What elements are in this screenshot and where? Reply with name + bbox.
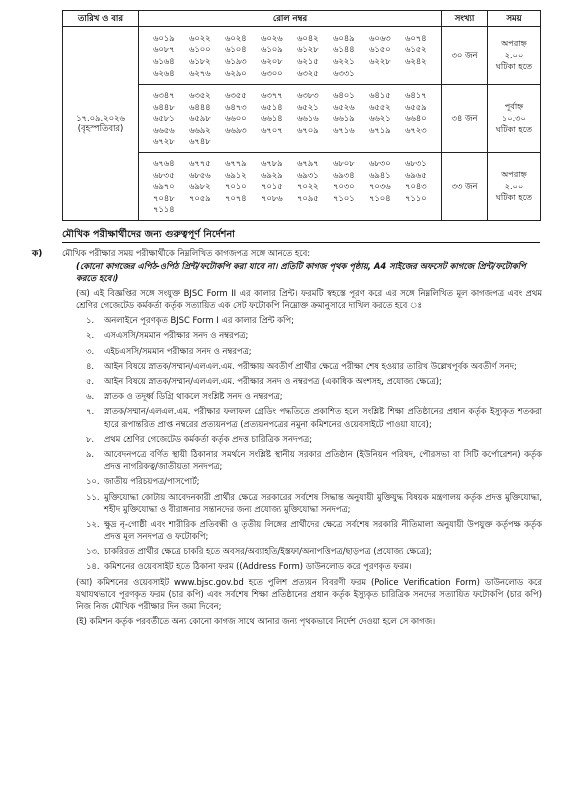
list-item-text: চাকরিরত প্রার্থীর ক্ষেত্রে চাকরি হতে অবসর/অব্যাহতি/ইস্তফা/অনাপত্তিপত্র/ছাড়পত্র (প্রযোজ্য ক্ষেত্রে); — [104, 546, 432, 557]
roll-number: ৬৮৩১ — [405, 158, 427, 169]
roll-number: ৬৩৫২ — [189, 90, 211, 101]
roll-number: ৬৭৭৫ — [189, 158, 211, 169]
header-roll-number: রোল নম্বর — [139, 11, 442, 27]
roll-number: ৬৩৩১ — [333, 67, 355, 78]
time-period: অপরাহ্ন — [501, 37, 527, 48]
roll-number: ৬১০৪ — [225, 44, 247, 55]
roll-number: ৬৪০১ — [333, 90, 355, 101]
list-item-text: এসএসসি/সমমান পরীক্ষার সনদ ও নম্বরপত্র; — [104, 330, 249, 341]
roll-number: ৬১৫০ — [369, 44, 391, 55]
list-item-number: ১৪. — [86, 561, 100, 572]
header-time: সময় — [488, 11, 541, 27]
time-value: ২.০০ — [504, 180, 524, 191]
roll-number: ৬৯৪১ — [369, 169, 391, 180]
roll-number: ৬৬১৯ — [333, 113, 355, 124]
print-note: (কোনো কাগজের এপিঠ-ওপিঠ প্রিন্ট/ফটোকপি করা যাবে না। প্রতিটি কাগজ পৃথক পৃষ্ঠায়, A4 সাইজের অফসেট কাগজে প্রিন্ট/ফটোকপি করতে হবে।) — [76, 261, 526, 283]
count-cell: ৩৩ জন — [442, 153, 488, 221]
roll-number: ৬৫২৬ — [333, 101, 355, 112]
list-item-number: ৩. — [86, 345, 95, 356]
roll-number: ৬২৯০ — [225, 67, 247, 78]
list-item-number: ৬. — [86, 391, 95, 402]
roll-number: ৬২৬৪ — [153, 67, 175, 78]
list-item — [86, 448, 542, 472]
roll-number: ৬৮০৮ — [333, 158, 355, 169]
list-item-number: ৮. — [86, 433, 95, 444]
roll-number: ৬৬১৪ — [261, 113, 283, 124]
list-item-text: আবেদনপত্রে বর্ণিত স্থায়ী ঠিকানার সমর্থনে সংশ্লিষ্ট স্থানীয় সরকার প্রতিষ্ঠান (ইউনিয়ন পরিষদ, পৌরসভা বা সিটি কর্পোরেশন) কর্তৃক প্রদত্ত নাগরিকত্ব/জাতীয়তা সনদপত্র; — [104, 448, 542, 472]
roll-number: ৬২৭৬ — [189, 67, 211, 78]
roll-number: ৬১০৯ — [261, 44, 283, 55]
time-cell — [488, 27, 541, 85]
roll-number: ৬৭২৮ — [153, 136, 175, 147]
roll-number: ৬৭৯৭ — [297, 158, 319, 169]
roll-cell — [139, 153, 442, 221]
roll-number: ৭০৮৬ — [261, 192, 283, 203]
roll-number: ৬০২৪ — [225, 32, 247, 43]
roll-number: ৬৪৭৩ — [225, 101, 247, 112]
list-item — [86, 314, 542, 326]
instructions-heading: মৌখিক পরীক্ষার্থীদের জন্য গুরুত্বপূর্ণ নির্দেশনা — [62, 229, 540, 243]
roll-number: ৬২১৫ — [297, 56, 319, 66]
roll-number: ৭০৪৮ — [153, 192, 175, 203]
list-item-number: ১. — [86, 315, 95, 326]
roll-number: ৬৯২৯ — [261, 169, 283, 180]
roll-number: ৬৬২১ — [369, 113, 391, 124]
list-item-text: স্নাতক/সম্মান/এলএল.এম. পরীক্ষার ফলাফল গ্রেডিং পদ্ধতিতে প্রকাশিত হলে সংশ্লিষ্ট শিক্ষা প্রতিষ্ঠানের প্রধান কর্তৃক ইস্যুকৃত শতকরা হারে রূপান্তরিত প্রাপ্ত নম্বরের প্রত্যয়নপত্র (প্রত্যয়নপত্রের নমুনা কমিশনের ওয়েবসাইটে পাওয়া যাবে); — [104, 406, 542, 429]
roll-number: ৬৫৫৯ — [405, 101, 427, 112]
paragraph-i: (ই) কমিশন কর্তৃক পরবর্তীতে অন্য কোনো কাগজ সাথে আনার জন্য পৃথকভাবে নির্দেশ দেওয়া হলে সে কাগজ। — [76, 616, 436, 627]
roll-number: ৬১৮২ — [189, 56, 211, 66]
roll-number: ৬৫১৪ — [261, 101, 283, 112]
list-item-text: অনলাইনে পূরণকৃত BJSC Form I এর কালার প্রিন্ট কপি; — [104, 315, 294, 326]
roll-number: ৬১২৮ — [297, 44, 319, 55]
list-item-text: প্রথম শ্রেণির গেজেটেড কর্মকর্তা কর্তৃক প্রদত্ত চারিত্রিক সনদপত্র; — [104, 433, 313, 444]
time-suffix: ঘটিকা হতে — [495, 61, 533, 72]
section-marker: ক) — [32, 249, 43, 260]
roll-number: ৭১১৪ — [153, 204, 175, 215]
roll-number: ৭০৫৯ — [189, 192, 211, 203]
roll-number: ৬৭৮৯ — [261, 158, 283, 169]
table-row — [63, 27, 541, 85]
roll-number: ৬৭২৩ — [405, 124, 427, 135]
roll-number: ৬১৪৪ — [333, 44, 355, 55]
roll-number: ৭১১০ — [405, 192, 427, 203]
roll-number: ৬৭১৬ — [333, 124, 355, 135]
roll-cell — [139, 85, 442, 153]
roll-number: ৬৫২১ — [297, 101, 319, 112]
roll-number: ৬১৫২ — [405, 44, 427, 55]
list-item — [86, 345, 542, 357]
list-item-text: ক্ষুদ্র নৃ-গোষ্ঠী এবং শারীরিক প্রতিবন্ধী ও তৃতীয় লিঙ্গের প্রার্থীদের ক্ষেত্রে সর্বশেষ সরকারি নীতিমালা অনুযায়ী উপযুক্ত কর্তৃপক্ষ কর্তৃক প্রদত্ত মূল সনদপত্র ও ফটোকপি; — [104, 518, 542, 542]
roll-number: ৬২০৮ — [261, 56, 283, 66]
time-cell — [488, 153, 541, 221]
roll-number: ৬৫৫২ — [369, 101, 391, 112]
list-item — [86, 329, 542, 341]
list-item-number: ৭. — [86, 406, 95, 417]
roll-number: ৭১০৪ — [369, 192, 391, 203]
roll-number: ৬৫৯৮ — [189, 113, 211, 124]
time-period: পূর্বাহ্ন — [504, 100, 524, 111]
count-cell: ৩৪ জন — [442, 85, 488, 153]
list-item — [86, 375, 542, 387]
instructions-section-a — [32, 248, 542, 627]
list-item-text: কমিশনের ওয়েবসাইট হতে ঠিকানা ফরম ((Address Form) ডাউনলোড করে পূরণকৃত ফরম। — [104, 561, 412, 572]
roll-number: ৬৩৫৫ — [225, 90, 247, 101]
roll-number: ৭০২২ — [297, 181, 319, 192]
roll-number: ৭০৩৬ — [369, 181, 391, 192]
list-item — [86, 360, 542, 372]
roll-cell — [139, 27, 442, 85]
time-value: ২.০০ — [504, 49, 524, 60]
roll-number: ৬৩৭৭ — [261, 90, 283, 101]
roll-number: ৭০৩০ — [333, 181, 355, 192]
list-item-number: ৯. — [86, 448, 95, 459]
roll-number: ৬৬৪০ — [405, 113, 427, 124]
list-item-number: ১১. — [86, 491, 100, 502]
section-intro: মৌখিক পরীক্ষার সময় পরীক্ষার্থীকে নিম্নলিখিত কাগজপত্র সঙ্গে আনতে হবে: — [62, 248, 311, 259]
roll-number: ৬২৪২ — [405, 56, 427, 66]
list-item — [86, 545, 542, 557]
roll-number: ৬৭০৭ — [261, 124, 283, 135]
roll-list — [153, 33, 441, 78]
roll-number: ৬৬০০ — [225, 113, 247, 124]
header-date-day: তারিখ ও বার — [63, 11, 139, 27]
list-item-number: ১২. — [86, 518, 100, 529]
schedule-table — [62, 10, 541, 221]
roll-number: ৬৯৩১ — [297, 169, 319, 180]
roll-number: ৬১৬৪ — [153, 56, 175, 66]
roll-number: ৬৭৬৪ — [153, 158, 175, 169]
roll-number: ৬৩৮৩ — [297, 90, 319, 101]
time-period: অপরাহ্ন — [501, 168, 527, 179]
list-item-text: এইচএসসি/সমমান পরীক্ষার সনদ ও নম্বরপত্র; — [104, 345, 252, 356]
roll-number: ৭১০১ — [333, 192, 355, 203]
roll-number: ৬৪৪৮ — [153, 101, 175, 112]
roll-number: ৬১৯৩ — [225, 56, 247, 66]
roll-number: ৬৭৭৯ — [225, 158, 247, 169]
list-item — [86, 518, 542, 542]
roll-number: ৬০৮৭ — [153, 44, 175, 55]
roll-number: ৭০৭৪ — [225, 192, 247, 203]
list-item-text: আইন বিষয়ে স্নাতক/সম্মান/এলএল.এম. পরীক্ষার সনদ ও নম্বরপত্র (একাধিক অংশসহ, প্রযোজ্য ক্ষেত্রে); — [104, 376, 442, 387]
roll-number: ৬৭৪৮ — [189, 136, 211, 147]
roll-number: ৬৮৩০ — [369, 158, 391, 169]
roll-number: ৭০৯৫ — [297, 192, 319, 203]
list-item-number: ১৩. — [86, 546, 100, 557]
count-cell: ৩০ জন — [442, 27, 488, 85]
roll-number: ৬৮৩৫ — [153, 169, 175, 180]
list-item-number: ৪. — [86, 360, 95, 371]
roll-number: ৬০২২ — [189, 32, 211, 43]
roll-number: ৬০৪২ — [297, 32, 319, 43]
roll-list — [153, 90, 441, 147]
roll-number: ৬৬৯৩ — [225, 124, 247, 135]
documents-list — [62, 314, 542, 572]
paragraph-aa: (আ) কমিশনের ওয়েবসাইট www.bjsc.gov.bd হতে পুলিশ প্রত্যয়ন বিবরণী ফরম (Police Verification Form) ডাউনলোড করে যথাযথভাবে পূরণকৃত ফরম (চার কপি) এবং সর্বশেষ শিক্ষা প্রতিষ্ঠানের প্রধান কর্তৃক ইস্যুকৃত চারিত্রিক সনদের সত্যায়িত ফটোকপি (চার কপি) নিজ নিজ মৌখিক পরীক্ষার দিন জমা দিবেন; — [76, 576, 542, 612]
time-value: ১০.৩০ — [502, 112, 526, 123]
paragraph-a: (অ) এই বিজ্ঞপ্তির সঙ্গে সংযুক্ত BJSC Form II এর কালার প্রিন্ট। ফরমটি স্বহস্তে পূরণ করে এর সঙ্গে নিম্নলিখিত মূল কাগজপত্র এবং প্রথম শ্রেণির গেজেটেড কর্মকর্তা কর্তৃক সত্যায়িত এক সেট ফটোকপি নিম্নোক্ত ক্রমানুসারে দাখিল করতে হবে ঃ — [76, 287, 542, 311]
date-cell — [63, 27, 139, 221]
roll-number: ৬৬১৬ — [297, 113, 319, 124]
list-item — [86, 475, 542, 487]
list-item-text: জাতীয় পরিচয়পত্র/পাসপোর্ট; — [104, 476, 200, 487]
roll-number: ৬৯১২ — [225, 169, 247, 180]
list-item-text: মুক্তিযোদ্ধা কোটায় আবেদনকারী প্রার্থীর ক্ষেত্রে সরকারের সর্বশেষ সিদ্ধান্ত অনুযায়ী মুক্তিযুদ্ধ বিষয়ক মন্ত্রণালয় কর্তৃক প্রদত্ত মুক্তিযোদ্ধা, শহীদ মুক্তিযোদ্ধা ও বীরাঙ্গনার সন্তানদের জন্য প্রযোজ্য মুক্তিযোদ্ধা সনদপত্র; — [104, 491, 542, 514]
list-item-number: ১০. — [86, 476, 100, 487]
time-suffix: ঘটিকা হতে — [495, 192, 533, 203]
roll-number: ৭০১০ — [225, 181, 247, 192]
list-item-text: স্নাতক ও তদূর্ধ্ব ডিগ্রি থাকলে সংশ্লিষ্ট সনদ ও নম্বরপত্র; — [104, 391, 283, 402]
roll-number: ৬২২১ — [333, 56, 355, 66]
header-count: সংখ্যা — [442, 11, 488, 27]
roll-number: ৬০১৯ — [153, 32, 175, 43]
roll-number: ৬৬৯২ — [189, 124, 211, 135]
list-item-number: ২. — [86, 330, 95, 341]
list-item-text: আইন বিষয়ে স্নাতক/সম্মান/এলএল.এম. পরীক্ষায় অবতীর্ণ প্রার্থীর ক্ষেত্রে পরীক্ষা শেষ হওয়ার তারিখ উল্লেখপূর্বক অবতীর্ণ সনদ; — [104, 360, 517, 371]
roll-number: ৬৪৪৪ — [189, 101, 211, 112]
table-header-row — [63, 11, 541, 27]
roll-number: ৬৮৫৬ — [189, 169, 211, 180]
list-item — [86, 491, 542, 515]
roll-number: ৬৫৮১ — [153, 113, 175, 124]
roll-number: ৬৭০৯ — [297, 124, 319, 135]
roll-number: ৬০২৬ — [261, 32, 283, 43]
time-suffix: ঘটিকা হতে — [495, 124, 533, 135]
roll-number: ৬৩৪৭ — [153, 90, 175, 101]
list-item — [86, 405, 542, 429]
roll-number: ৬৯৩৪ — [333, 169, 355, 180]
roll-number: ৬০৬৩ — [369, 32, 391, 43]
roll-number: ৬০৪৯ — [333, 32, 355, 43]
roll-number: ৬৩০০ — [261, 67, 283, 78]
roll-number: ৬১০০ — [189, 44, 211, 55]
time-cell — [488, 85, 541, 153]
roll-number: ৬৬৫৬ — [153, 124, 175, 135]
roll-number: ৬৩২৫ — [297, 67, 319, 78]
roll-number: ৬৪১৭ — [405, 90, 427, 101]
exam-date: ১৭.০৯.২০২৬ — [76, 112, 125, 123]
list-item — [86, 390, 542, 402]
list-item-number: ৫. — [86, 376, 95, 387]
list-item — [86, 433, 542, 445]
roll-number: ৭০১৫ — [261, 181, 283, 192]
roll-number: ৬৪১৫ — [369, 90, 391, 101]
roll-number: ৬৯৭০ — [153, 181, 175, 192]
list-item — [86, 560, 542, 572]
roll-list — [153, 158, 441, 215]
roll-number: ৬৭১৯ — [369, 124, 391, 135]
roll-number: ৭০৪৩ — [405, 181, 427, 192]
roll-number: ৬৯৮২ — [189, 181, 211, 192]
roll-number: ৬০৭৪ — [405, 32, 427, 43]
roll-number: ৬৯৬৫ — [405, 169, 427, 180]
exam-day: (বৃহস্পতিবার) — [77, 122, 124, 133]
roll-number: ৬২২৮ — [369, 56, 391, 66]
